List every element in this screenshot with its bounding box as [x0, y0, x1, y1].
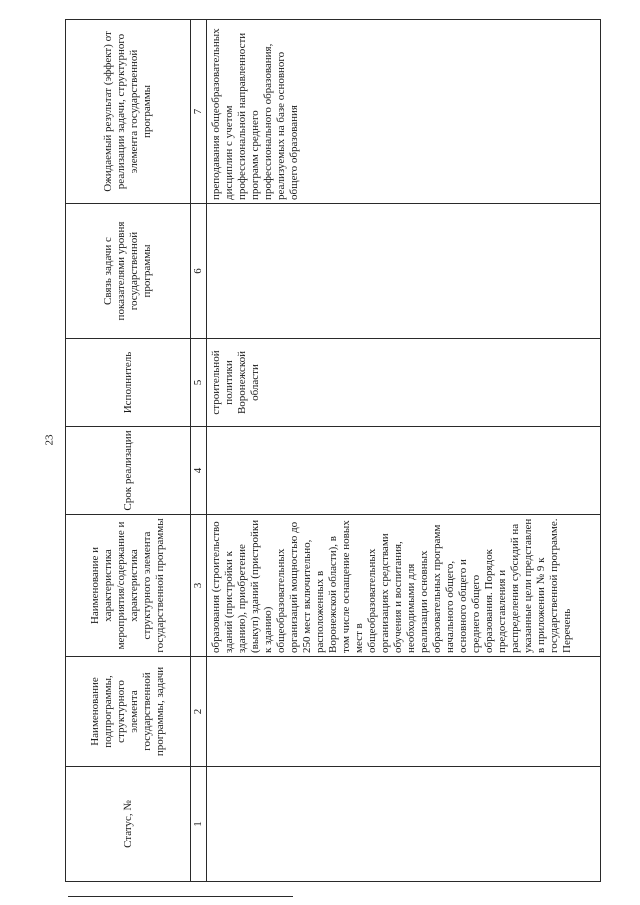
column-number: 7 — [191, 20, 207, 204]
footnote-divider — [68, 896, 293, 897]
column-number: 5 — [191, 339, 207, 427]
header-cell-executor: Исполнитель — [66, 339, 191, 427]
page-number: 23 — [43, 434, 56, 446]
header-cell-subprogram: Наименование подпрограммы, структурного элемента государственной программы, задачи — [66, 657, 191, 767]
cell-term — [207, 427, 601, 515]
header-row — [66, 20, 191, 882]
cell-activity: образования (строительство зданий (пристройки к зданию), приобретение (выкуп) зданий (пристройки к зданию) общеобразовательных организаций мощностью до 250 мест включительно, расположенных в Воронежской области), в том числе оснащение новых мест в общеобразовательных организациях средствами обучения и воспитания, необходимыми для реализации основных образовательных программ начального общего, основного общего и среднего общего образования. Порядок предоставления и распределения субсидий на указанные цели представлен в приложении № 9 к государственной программе. Перечень — [207, 515, 601, 657]
column-number: 6 — [191, 204, 207, 339]
cell-executor: строительной политики Воронежской области — [207, 339, 601, 427]
column-number: 3 — [191, 515, 207, 657]
cell-status — [207, 767, 601, 882]
header-cell-status: Статус, № — [66, 767, 191, 882]
header-cell-activity: Наименование и характеристика мероприятия/содержание и характеристика структурного элемента государственной программы — [66, 515, 191, 657]
cell-subprogram — [207, 657, 601, 767]
column-number: 1 — [191, 767, 207, 882]
header-cell-result: Ожидаемый результат (эффект) от реализации задачи, структурного элемента государственной программы — [66, 20, 191, 204]
header-cell-term: Срок реализации — [66, 427, 191, 515]
rotated-table-wrapper — [65, 20, 601, 882]
column-number: 2 — [191, 657, 207, 767]
column-number: 4 — [191, 427, 207, 515]
header-cell-indicators: Связь задачи с показателями уровня государственной программы — [66, 204, 191, 339]
program-table — [65, 19, 601, 882]
cell-result: преподавания общеобразовательных дисциплин с учетом профессиональной направленности программ среднего профессионального образования, реализуемых на базе основного общего образования — [207, 20, 601, 204]
table-row — [207, 20, 601, 882]
cell-indicators — [207, 204, 601, 339]
column-number-row — [191, 20, 207, 882]
